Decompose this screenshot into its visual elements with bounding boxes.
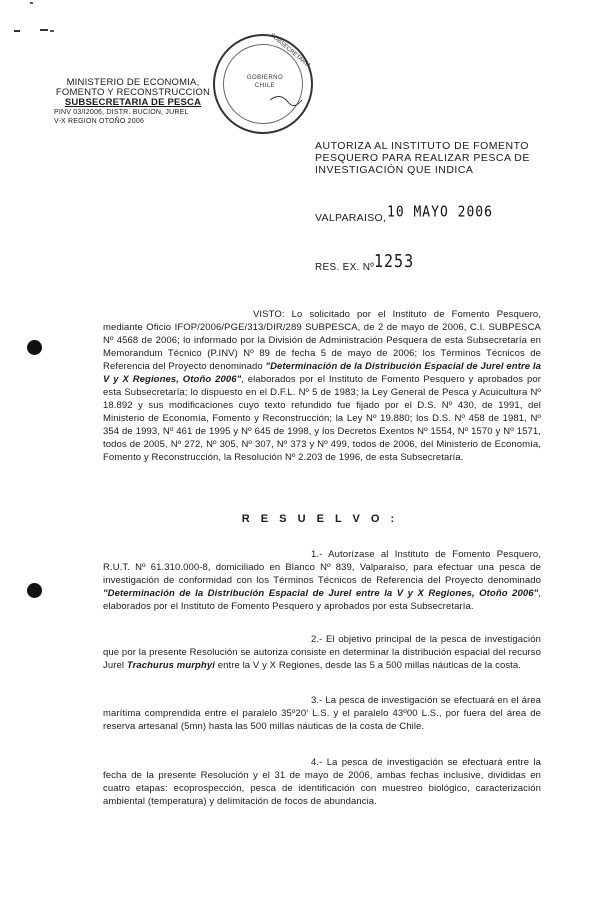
file-reference-1: PINV 03/I2006, DISTR. BUCION, JUREL — [54, 109, 189, 116]
resolution-number-label: RES. EX. Nº — [315, 262, 375, 273]
file-reference-2: V-X REGION OTOÑO 2006 — [54, 118, 145, 125]
place-label: VALPARAISO, — [315, 212, 387, 224]
project-title: "Determinación de la Distribución Espacial de Jurel entre la V y X Regiones, Otoño 2006" — [103, 361, 542, 385]
resolution-item-2: 2.- El objetivo principal de la pesca de investigación que por la presente Resolución se autoriza consiste en determinar la distribución espacial del recurso Jurel Trachurus murphyi entre la V y X Regiones, desde las 5 a 500 millas náuticas de la costa. — [103, 634, 541, 671]
resolution-item-1: 1.- Autorízase al Instituto de Fomento Pesquero, R.U.T. Nº 61.310.000-8, domiciliado en Blanco Nº 839, Valparaíso, para efectuar una pesca de investigación de conformidad con los Términos Técnicos de Referencia del Proyecto denominado "Determinación de la Distribución Espacial de Jurel entre la V y X Regiones, Otoño 2006", elaborados por el Instituto de Fomento Pesquero y aprobados por esta Subsecretaría. — [103, 549, 541, 612]
handwritten-date: 10 MAYO 2006 — [387, 203, 493, 222]
subsecretaria-name: SUBSECRETARIA DE PESCA — [64, 97, 202, 108]
resolution-item-3: 3.- La pesca de investigación se efectuará en el área marítima comprendida entre el paralelo 35º20' L.S. y el paralelo 43º00 L.S., por fuera del área de reserva artesanal (5mn) hasta las 500 millas náuticas de la costa de Chile. — [103, 695, 541, 732]
handwritten-resolution-number: 1253 — [374, 250, 415, 272]
resuelvo-heading: R E S U E L V O : — [241, 513, 399, 525]
resolution-subject: AUTORIZA AL INSTITUTO DE FOMENTO PESQUERO PARA REALIZAR PESCA DE INVESTIGACIÓN QUE INDICA — [315, 140, 530, 176]
resolution-item-4: 4.- La pesca de investigación se efectuará entre la fecha de la presente Resolución y el 31 de mayo de 2006, ambas fechas inclusive, divididas en cuatro etapas: ecoprospección, pesca de identificación con muestreo biológico, caracterización ambiental (temperatura) y delimitación de focos de abundancia. — [103, 757, 541, 807]
ministry-name: MINISTERIO DE ECONOMIA, — [66, 77, 200, 88]
official-seal-stamp: GOBIERNO CHILE SUBSECRETARIA — [213, 34, 313, 134]
ministry-subtitle: FOMENTO Y RECONSTRUCCION — [55, 87, 211, 98]
visto-lead: VISTO: — [253, 309, 285, 320]
visto-paragraph: VISTO: Lo solicitado por el Instituto de Fomento Pesquero, mediante Oficio IFOP/2006/PGE/313/DIR/289 SUBPESCA, de 2 de mayo de 2006, C.I. SUBPESCA Nº 4568 de 2006; lo informado por la División de Administración Pesquera de esta Subsecretaría en Memorandum Técnico (P.INV) Nº 89 de fecha 5 de mayo de 2006; los Términos Técnicos de Referencia del Proyecto denominado "Determinación de la Distribución Espacial de Jurel entre la V y X Regiones, Otoño 2006", elaborados por el Instituto de Fomento Pesquero y aprobados por esta Subsecretaría; lo dispuesto en el D.F.L. Nº 5 de 1983; la Ley General de Pesca y Acuicultura Nº 18.892 y sus modificaciones cuyo texto refundido fue fijado por el D.S. Nº 430, de 1991, del Ministerio de Economía, Fomento y Reconstrucción; la Ley Nº 19.880; los D.S. Nº 458 de 1981, Nº 354 de 1993, Nº 461 de 1995 y Nº 645 de 1998, y los Decretos Exentos Nº 1554, Nº 1570 y Nº 1571, todos de 2005, Nº 272, Nº 305, Nº 307, Nº 373 y Nº 499, todos de 2006, del Ministerio de Economía, Fomento y Reconstrucción, la Resolución Nº 2.203 de 1996, de esta Subsecretaría. — [103, 309, 542, 463]
